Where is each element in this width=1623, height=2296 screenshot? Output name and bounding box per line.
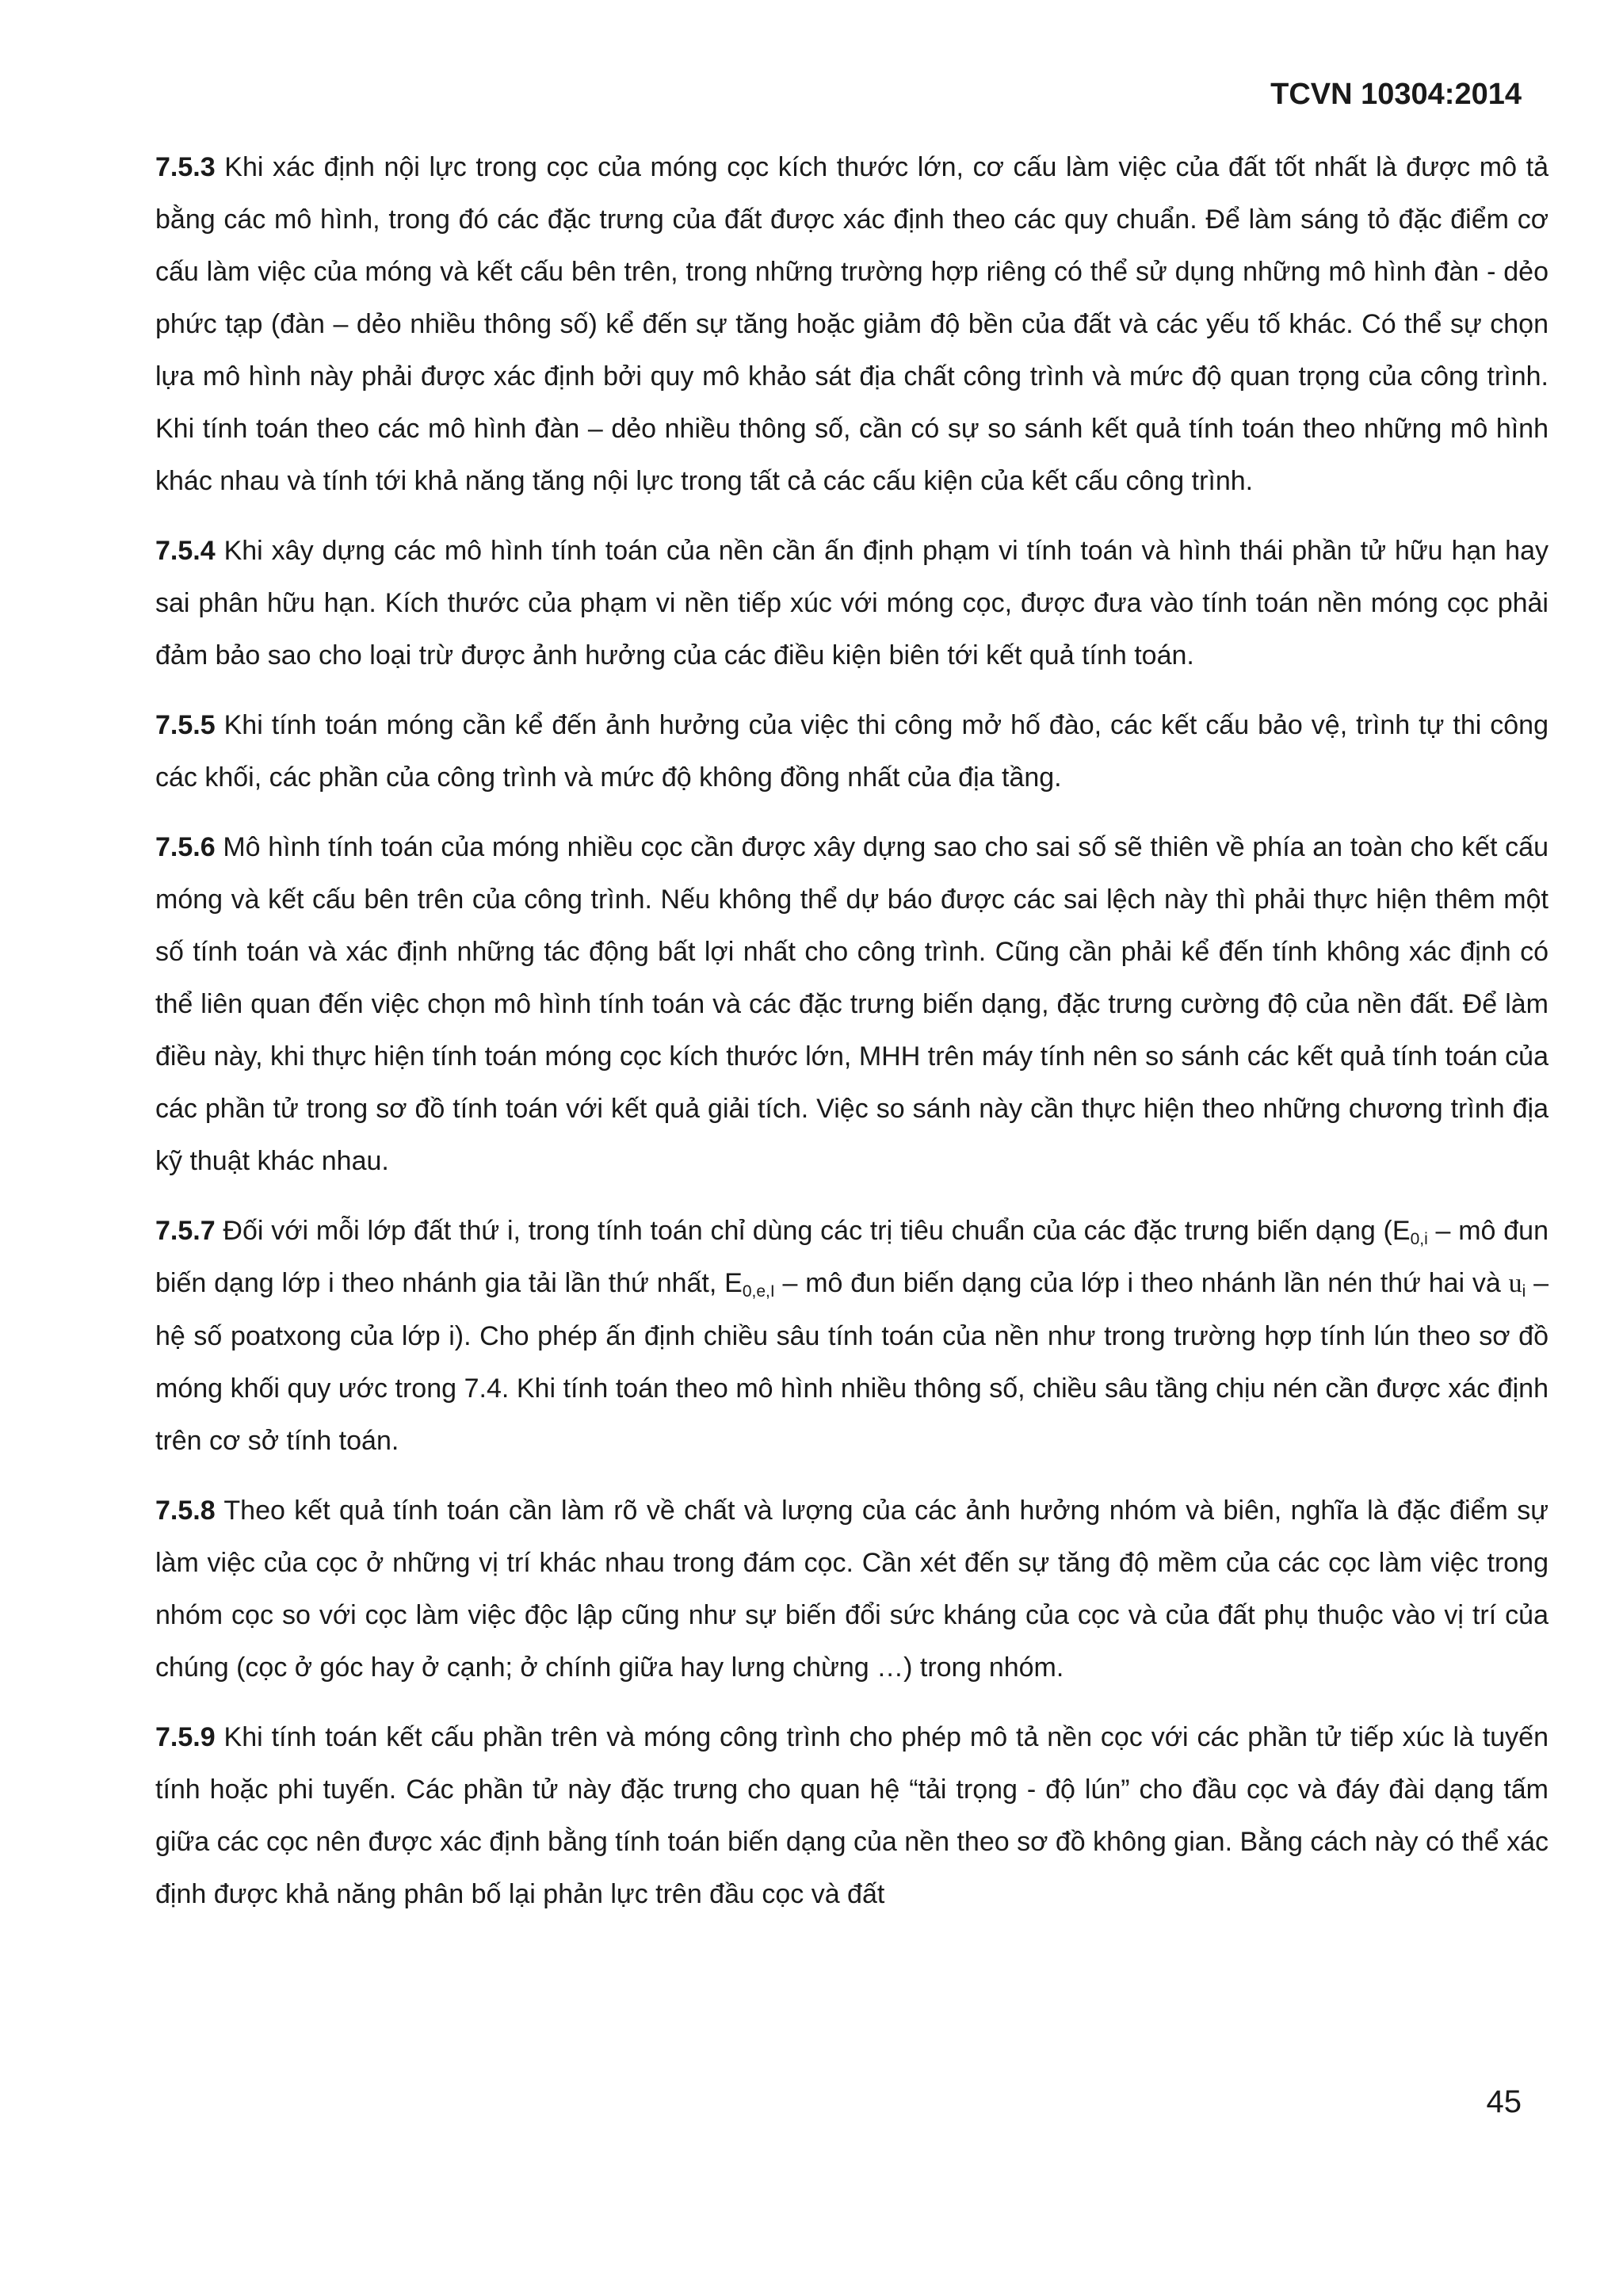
paragraph-number: 7.5.7 [155, 1216, 216, 1246]
paragraph-number: 7.5.5 [155, 710, 216, 740]
paragraph-number: 7.5.9 [155, 1722, 216, 1752]
paragraph-text: Theo kết quả tính toán cần làm rõ về chất và lượng của các ảnh hưởng nhóm và biên, nghĩa là đặc điểm sự làm việc của cọc ở những vị trí khác nhau trong đám cọc. Cần xét đến sự tăng độ mềm của các cọc làm việc trong nhóm cọc so với cọc làm việc độc lập cũng như sự biến đổi sức kháng của cọc và của đất phụ thuộc vào vị trí của chúng (cọc ở góc hay ở cạnh; ở chính giữa hay lưng chừng …) trong nhóm. [155, 1496, 1549, 1683]
page-number: 45 [1486, 2084, 1522, 2119]
paragraph-7-5-9 [155, 1711, 1549, 1920]
paragraph-7-5-5 [155, 699, 1549, 804]
paragraph-number: 7.5.6 [155, 832, 216, 862]
paragraph-7-5-3 [155, 141, 1549, 507]
paragraph-text: Khi xác định nội lực trong cọc của móng cọc kích thước lớn, cơ cấu làm việc của đất tốt nhất là được mô tả bằng các mô hình, trong đó các đặc trưng của đất được xác định theo các quy chuẩn. Để làm sáng tỏ đặc điểm cơ cấu làm việc của móng và kết cấu bên trên, trong những trường hợp riêng có thể sử dụng những mô hình đàn - dẻo phức tạp (đàn – dẻo nhiều thông số) kể đến sự tăng hoặc giảm độ bền của đất và các yếu tố khác. Có thể sự chọn lựa mô hình này phải được xác định bởi quy mô khảo sát địa chất công trình và mức độ quan trọng của công trình. Khi tính toán theo các mô hình đàn – dẻo nhiều thông số, cần có sự so sánh kết quả tính toán theo những mô hình khác nhau và tính tới khả năng tăng nội lực trong tất cả các cấu kiện của kết cấu công trình. [155, 152, 1549, 496]
paragraph-number: 7.5.3 [155, 152, 216, 182]
paragraph-text: Mô hình tính toán của móng nhiều cọc cần được xây dựng sao cho sai số sẽ thiên về phía an toàn cho kết cấu móng và kết cấu bên trên của công trình. Nếu không thể dự báo được các sai lệch này thì phải thực hiện thêm một số tính toán và xác định những tác động bất lợi nhất cho công trình. Cũng cần phải kể đến tính không xác định có thể liên quan đến việc chọn mô hình tính toán và các đặc trưng biến dạng, đặc trưng cường độ của nền đất. Để làm điều này, khi thực hiện tính toán móng cọc kích thước lớn, MHH trên máy tính nên so sánh các kết quả tính toán của các phần tử trong sơ đồ tính toán với kết quả giải tích. Việc so sánh này cần thực hiện theo những chương trình địa kỹ thuật khác nhau. [155, 832, 1549, 1176]
paragraph-7-5-7 [155, 1205, 1549, 1467]
paragraph-text: Khi xây dựng các mô hình tính toán của nền cần ấn định phạm vi tính toán và hình thái phần tử hữu hạn hay sai phân hữu hạn. Kích thước của phạm vi nền tiếp xúc với móng cọc, được đưa vào tính toán nền móng cọc phải đảm bảo sao cho loại trừ được ảnh hưởng của các điều kiện biên tới kết quả tính toán. [155, 536, 1549, 670]
subscript: i [1522, 1282, 1526, 1301]
paragraph-7-5-6 [155, 821, 1549, 1187]
poisson-symbol: u [1508, 1269, 1522, 1298]
paragraph-number: 7.5.8 [155, 1496, 216, 1526]
paragraph-number: 7.5.4 [155, 536, 216, 566]
paragraph-7-5-4 [155, 525, 1549, 682]
document-body [155, 141, 1549, 1938]
subscript: 0,e,I [742, 1282, 775, 1301]
standard-code-header: TCVN 10304:2014 [1270, 78, 1522, 111]
paragraph-text-part: – mô đun biến dạng của lớp i theo nhánh lần nén thứ hai và [774, 1268, 1509, 1298]
subscript: 0,i [1410, 1230, 1428, 1248]
paragraph-text: Khi tính toán móng cần kể đến ảnh hưởng của việc thi công mở hố đào, các kết cấu bảo vệ, trình tự thi công các khối, các phần của công trình và mức độ không đồng nhất của địa tầng. [155, 710, 1549, 793]
paragraph-text-part: – hệ số poatxong của lớp i). Cho phép ấn định chiều sâu tính toán của nền như trong trường hợp tính lún theo sơ đồ móng khối quy ước trong 7.4. Khi tính toán theo mô hình nhiều thông số, chiều sâu tầng chịu nén cần được xác định trên cơ sở tính toán. [155, 1268, 1549, 1456]
paragraph-text: Khi tính toán kết cấu phần trên và móng công trình cho phép mô tả nền cọc với các phần tử tiếp xúc là tuyến tính hoặc phi tuyến. Các phần tử này đặc trưng cho quan hệ “tải trọng - độ lún” cho đầu cọc và đáy đài dạng tấm giữa các cọc nên được xác định bằng tính toán biến dạng của nền theo sơ đồ không gian. Bằng cách này có thể xác định được khả năng phân bố lại phản lực trên đầu cọc và đất [155, 1722, 1549, 1909]
paragraph-text-part: Đối với mỗi lớp đất thứ i, trong tính toán chỉ dùng các trị tiêu chuẩn của các đặc trưng biến dạng (E [223, 1216, 1411, 1246]
paragraph-text-part: – mô đun biến dạng lớp i theo nhánh gia tải lần thứ nhất, E [155, 1216, 1549, 1298]
paragraph-7-5-8 [155, 1484, 1549, 1694]
